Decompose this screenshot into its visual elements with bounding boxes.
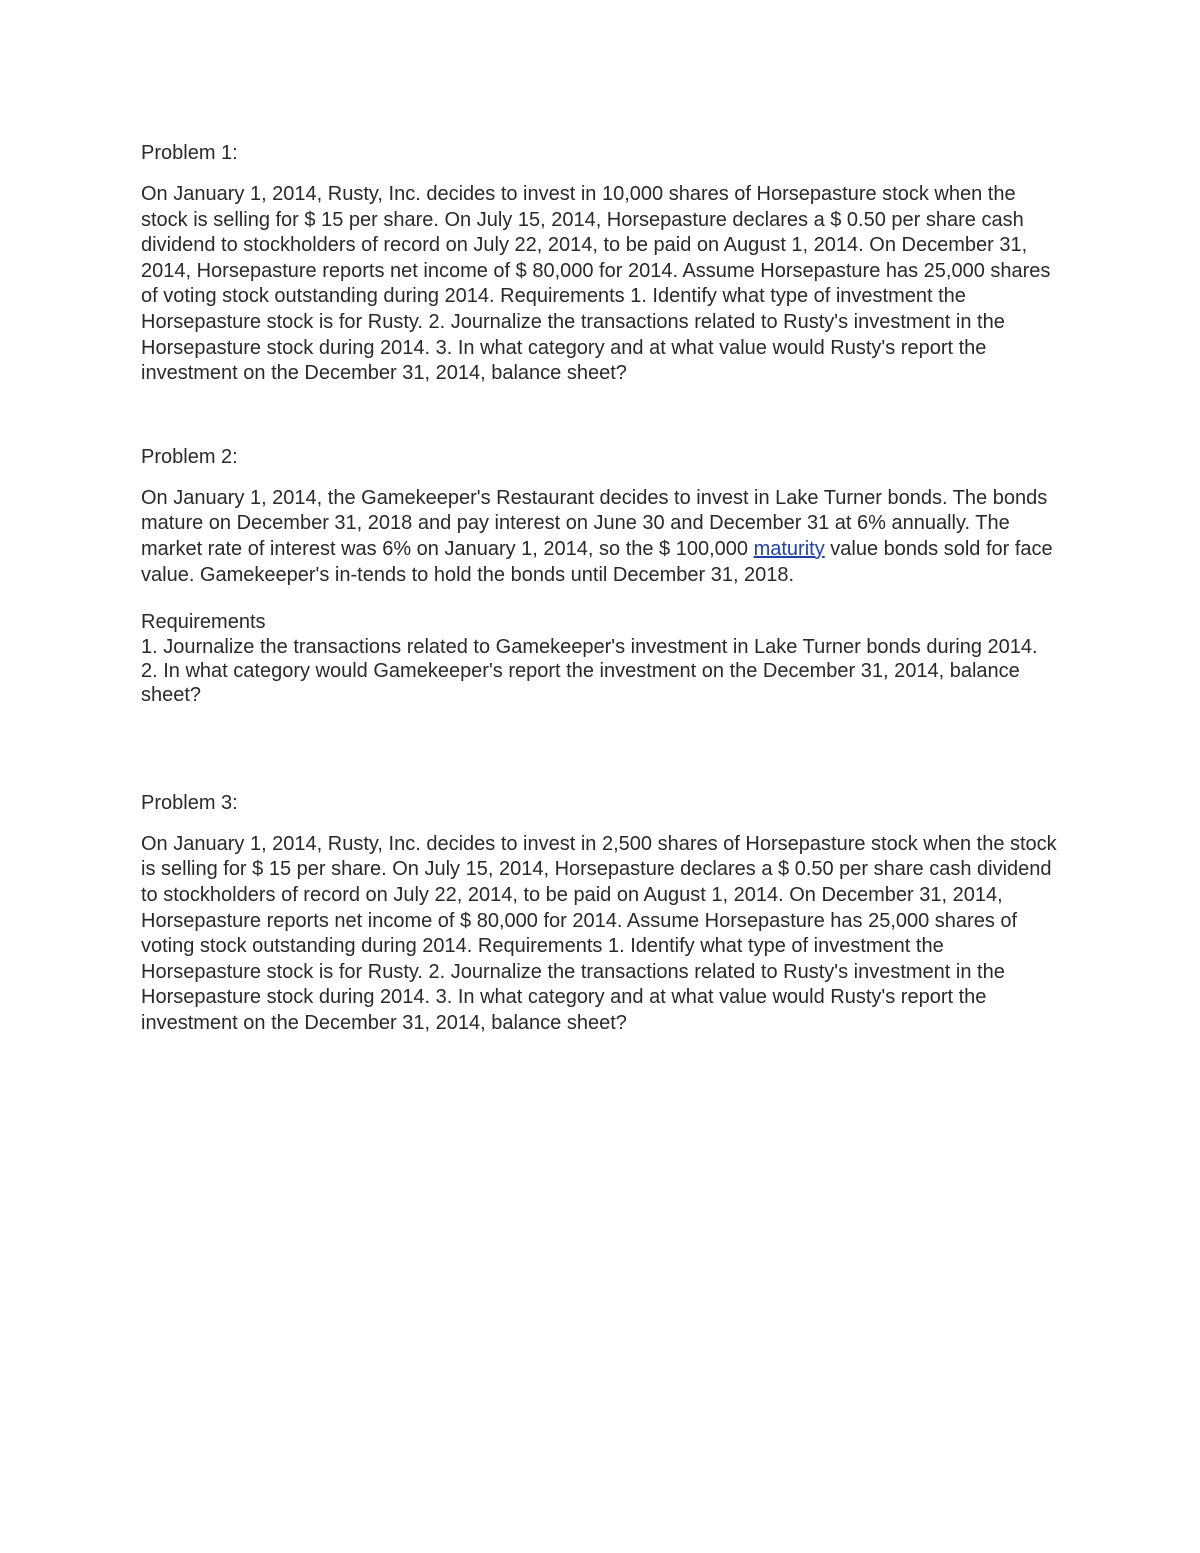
problem-3-heading: Problem 3: xyxy=(141,791,238,814)
problem-2-heading: Problem 2: xyxy=(141,445,238,468)
problem-2-body xyxy=(141,486,1066,588)
document-page xyxy=(141,140,1066,1037)
requirement-item-1: 1. Journalize the transactions related to Gamekeeper's investment in Lake Turner bonds during 2014. xyxy=(141,635,1038,658)
problem-1-heading: Problem 1: xyxy=(141,142,238,164)
problem-2-body-end: value bonds sold for face value. Gamekeeper's in-tends to hold the bonds until December 31, 2018. xyxy=(141,537,1053,586)
requirements-heading: Requirements xyxy=(141,611,266,634)
problem-1-body: On January 1, 2014, Rusty, Inc. decides to invest in 10,000 shares of Horsepasture stock when the stock is selling for $ 15 per share. On July 15, 2014, Horsepasture declares a $ 0.50 per share cash dividend to stockholders of record on July 22, 2014, to be paid on August 1, 2014. On December 31, 2014, Horsepasture reports net income of $ 80,000 for 2014. Assume Horsepasture has 25,000 shares of voting stock outstanding during 2014. Requirements 1. Identify what type of investment the Horsepasture stock is for Rusty. 2. Journalize the transactions related to Rusty's investment in the Horsepasture stock during 2014. 3. In what category and at what value would Rusty's report the investment on the December 31, 2014, balance sheet? xyxy=(141,183,1051,385)
maturity-link[interactable]: maturity xyxy=(753,537,825,560)
requirement-item-2: 2. In what category would Gamekeeper's report the investment on the December 31, 2014, balance sheet? xyxy=(141,659,1020,707)
problem-2-body-start: On January 1, 2014, the Gamekeeper's Restaurant decides to invest in Lake Turner bonds. The bonds mature on December 31, 2018 and pay interest on June 30 and December 31 at 6% annually. The market rate of interest was 6% on January 1, 2014, so the $ 100,000 xyxy=(141,486,1048,560)
problem-3-body: On January 1, 2014, Rusty, Inc. decides to invest in 2,500 shares of Horsepasture stock when the stock is selling for $ 15 per share. On July 15, 2014, Horsepasture declares a $ 0.50 per share cash dividend to stockholders of record on July 22, 2014, to be paid on August 1, 2014. On December 31, 2014, Horsepasture reports net income of $ 80,000 for 2014. Assume Horsepasture has 25,000 shares of voting stock outstanding during 2014. Requirements 1. Identify what type of investment the Horsepasture stock is for Rusty. 2. Journalize the transactions related to Rusty's investment in the Horsepasture stock during 2014. 3. In what category and at what value would Rusty's report the investment on the December 31, 2014, balance sheet? xyxy=(141,832,1057,1034)
